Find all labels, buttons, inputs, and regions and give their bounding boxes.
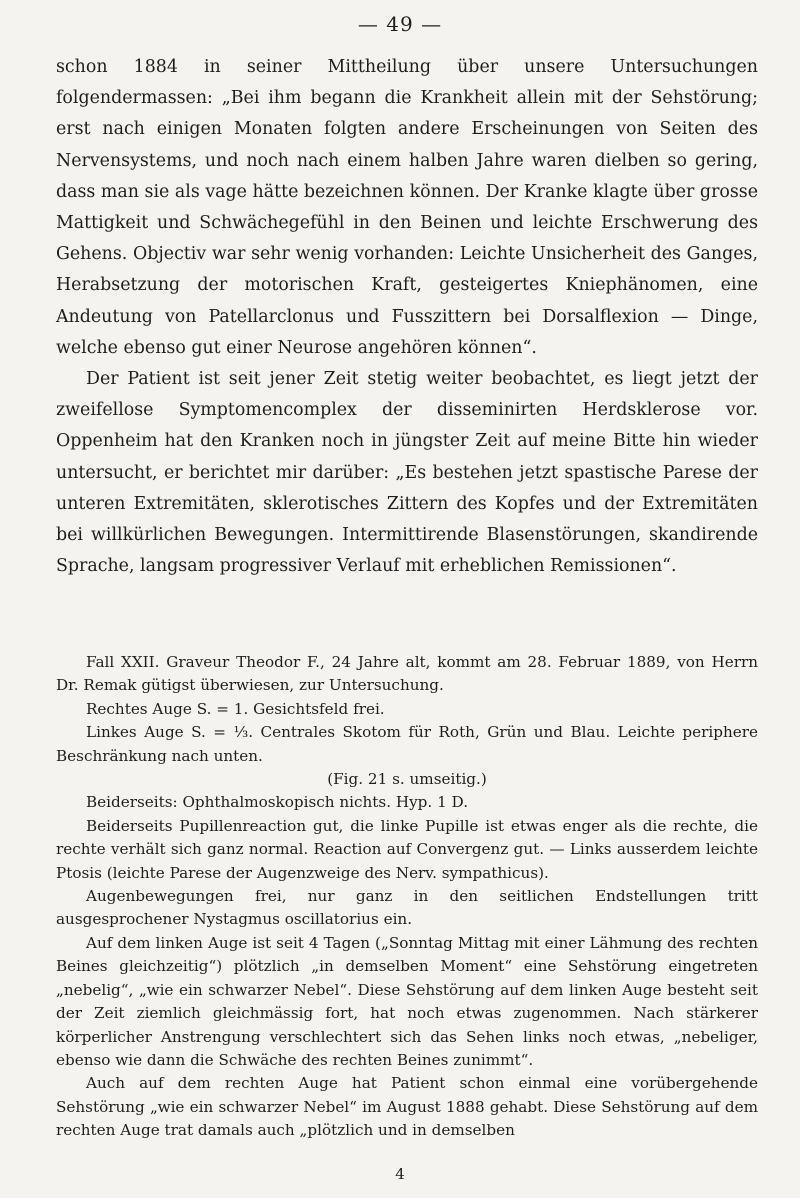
case-intro: Fall XXII. Graveur Theodor F., 24 Jahre alt, kommt am 28. Februar 1889, von Herrn Dr. Remak gütigst überwiesen, zur Untersuchung. xyxy=(56,653,758,695)
case-pupils: Beiderseits Pupillenreaction gut, die linke Pupille ist etwas enger als die rechte, die rechte verhält sich ganz normal. Reaction auf Convergenz gut. — Links ausserdem leichte Ptosis (leichte Parese der Augenzweige des Nerv. sympathicus). xyxy=(56,816,758,882)
case-earlier-episode: Auch auf dem rechten Auge hat Patient schon einmal eine vorübergehende Sehstörung „wie ein schwarzer Nebel“ im August 1888 gehabt. Diese Sehstörung auf dem rechten Auge trat damals auch „plötzlich und in demselben xyxy=(56,1074,758,1140)
page-number: — 49 — xyxy=(357,12,443,36)
case-history: Auf dem linken Auge ist seit 4 Tagen („Sonntag Mittag mit einer Lähmung des rechten Beines gleichzeitig“) plötzlich „in demselben Moment“ eine Sehstörung eingetreten „nebelig“, „wie ein schwarzer Nebel“. Diese Sehstörung auf dem linken Auge besteht seit der Zeit ziemlich gleichmässig fort, hat noch etwas zugenommen. Nach stärkerer körperlicher Anstrengung verschlechtert sich das Sehen links noch etwas, „nebeliger, ebenso wie dann die Schwäche des rechten Beines zunimmt“. xyxy=(56,933,758,1069)
case-right-eye: Rechtes Auge S. = 1. Gesichtsfeld frei. xyxy=(86,699,385,718)
case-report xyxy=(56,651,758,1143)
paragraph-quote: schon 1884 in seiner Mittheilung über unsere Untersuchungen folgendermassen: „Bei ihm begann die Krankheit allein mit der Sehstörung; erst nach einigen Monaten folgten andere Erscheinungen von Seiten des Nervensystems, und noch nach einem halben Jahre waren dielben so gering, dass man sie als vage hätte bezeichnen können. Der Kranke klagte über grosse Mattigkeit und Schwächegefühl in den Beinen und leichte Erschwerung des Gehens. Objectiv war sehr wenig vorhanden: Leichte Unsicherheit des Ganges, Herabsetzung der motorischen Kraft, gesteigertes Kniephänomen, eine Andeutung von Patellarclonus und Fusszittern bei Dorsalflexion — Dinge, welche ebenso gut einer Neurose angehören können“. xyxy=(56,57,758,358)
main-text xyxy=(56,52,758,582)
signature-mark: 4 xyxy=(395,1165,405,1183)
case-left-eye: Linkes Auge S. = ⅓. Centrales Skotom für Roth, Grün und Blau. Leichte periphere Beschränkung nach unten. xyxy=(56,723,758,765)
figure-reference: (Fig. 21 s. umseitig.) xyxy=(327,770,487,789)
case-ophthalmoscopy: Beiderseits: Ophthalmoskopisch nichts. Hyp. 1 D. xyxy=(86,793,469,812)
case-eye-movements: Augenbewegungen frei, nur ganz in den seitlichen Endstellungen tritt ausgesprochener Nystagmus oscillatorius ein. xyxy=(56,887,758,929)
paragraph-patient-course: Der Patient ist seit jener Zeit stetig weiter beobachtet, es liegt jetzt der zweifellose Symptomencomplex der disseminirten Herdsklerose vor. Oppenheim hat den Kranken noch in jüngster Zeit auf meine Bitte hin wieder untersucht, er berichtet mir darüber: „Es bestehen jetzt spastische Parese der unteren Extremitäten, sklerotisches Zittern des Kopfes und der Extremitäten bei willkürlichen Bewegungen. Intermittirende Blasenstörungen, skandirende Sprache, langsam progressiver Verlauf mit erheblichen Remissionen“. xyxy=(56,369,758,577)
